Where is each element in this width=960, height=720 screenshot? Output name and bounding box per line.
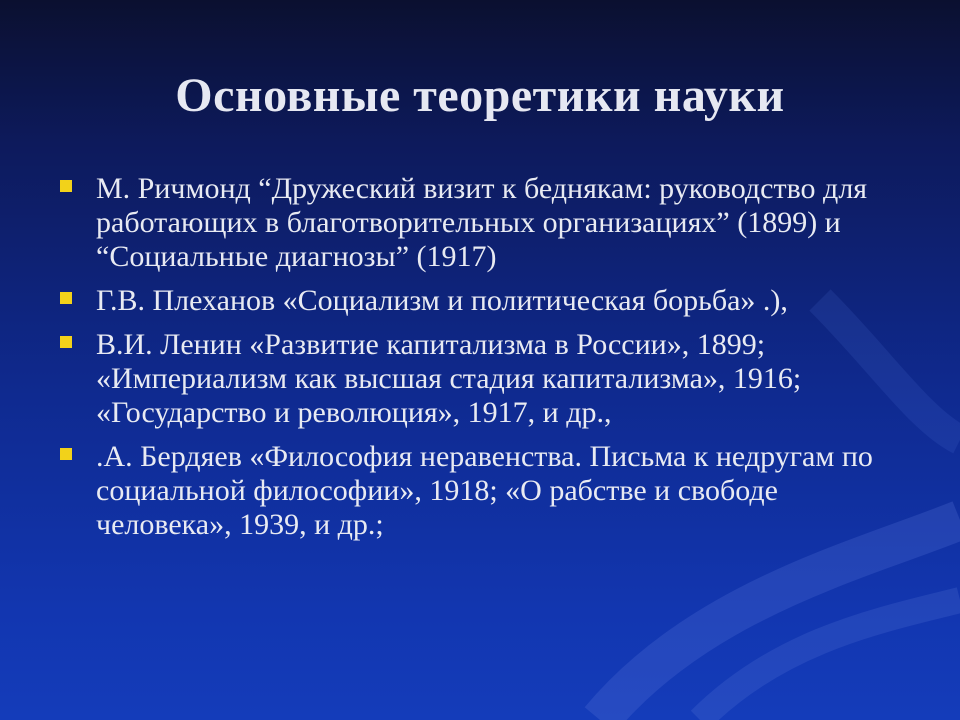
bullet-text: В.И. Ленин «Развитие капитализма в России», 1899; «Империализм как высшая стадия капитализма», 1916; «Государство и революция», 1917, и др., <box>96 328 802 429</box>
bullet-item-lenin <box>60 328 920 430</box>
bullet-list <box>60 172 920 552</box>
bullet-text: Г.В. Плеханов «Социализм и политическая борьба» .), <box>96 284 788 317</box>
square-bullet-icon <box>60 336 72 348</box>
bullet-item-richmond <box>60 172 920 274</box>
square-bullet-icon <box>60 292 72 304</box>
square-bullet-icon <box>60 180 72 192</box>
bullet-item-plekhanov <box>60 284 920 318</box>
bullet-text: .А. Бердяев «Философия неравенства. Письма к недругам по социальной философии», 1918; «О рабстве и свободе человека», 1939, и др.; <box>96 440 873 541</box>
bullet-text: М. Ричмонд “Дружеский визит к беднякам: руководство для работающих в благотворительных организациях” (1899) и “Социальные диагнозы” (1917) <box>96 172 868 273</box>
square-bullet-icon <box>60 448 72 460</box>
slide-title: Основные теоретики науки <box>175 69 785 122</box>
bullet-item-berdyaev <box>60 440 920 542</box>
